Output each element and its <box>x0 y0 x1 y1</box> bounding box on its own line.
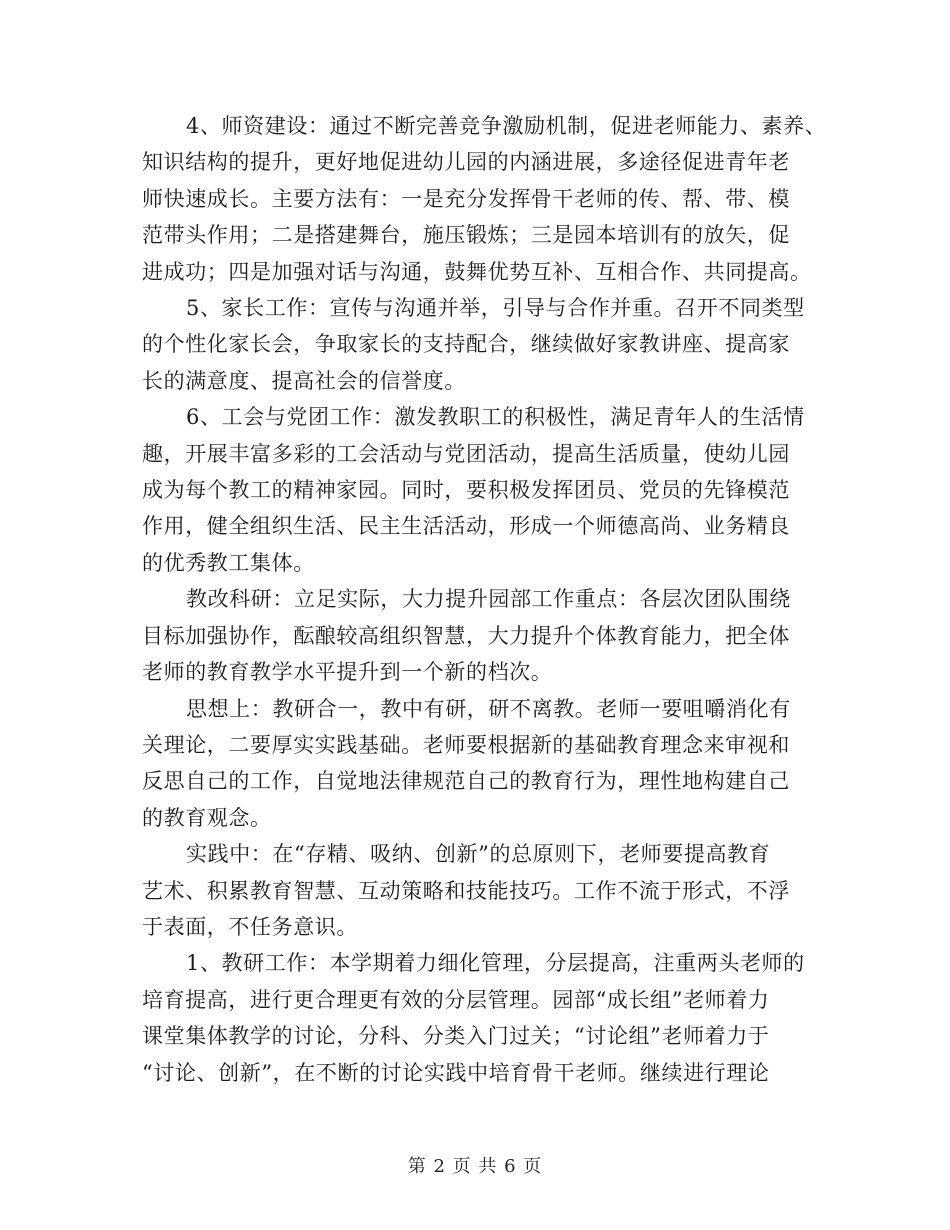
text-line: 师快速成长。主要方法有：一是充分发挥骨干老师的传、帮、带、模 <box>142 186 790 211</box>
text-line: 4、师资建设：通过不断完善竞争激励机制，促进老师能力、素养、 <box>186 114 827 138</box>
text-line: 6、工会与党团工作：激发教职工的积极性，满足青年人的生活情 <box>186 405 805 430</box>
text-line: 知识结构的提升，更好地促进幼儿园的内涵进展，多途径促进青年老 <box>142 150 790 175</box>
paragraph-teacher-development <box>142 108 827 290</box>
text-line: 实践中：在“存精、吸纳、创新”的总原则下，老师要提高教育 <box>186 842 771 867</box>
text-line: 培育提高，进行更合理更有效的分层管理。园部“成长组”老师着力 <box>142 987 770 1012</box>
text-line: 思想上：教研合一，教中有研，研不离教。老师一要咀嚼消化有 <box>186 696 791 721</box>
page-number-footer: 第 2 页 共 6 页 <box>407 1156 543 1177</box>
text-line: 目标加强协作，酝酿较高组织智慧，大力提升个体教育能力，把全体 <box>142 623 790 648</box>
text-line: 范带头作用；二是搭建舞台，施压锻炼；三是园本培训有的放矢，促 <box>142 223 790 248</box>
text-line: 进成功；四是加强对话与沟通，鼓舞优势互补、互相合作、共同提高。 <box>142 259 812 284</box>
text-line: 艺术、积累教育智慧、互动策略和技能技巧。工作不流于形式，不浮 <box>142 878 790 903</box>
text-line: 5、家长工作：宣传与沟通并举，引导与合作并重。召开不同类型 <box>186 296 805 321</box>
paragraph-parent-work <box>142 290 807 399</box>
text-line: 长的满意度、提高社会的信誉度。 <box>142 368 466 393</box>
text-line: 的个性化家长会，争取家长的支持配合，继续做好家教讲座、提高家 <box>142 332 790 357</box>
text-line: 作用，健全组织生活、民主生活活动，形成一个师德高尚、业务精良 <box>142 514 790 539</box>
text-line: 教改科研：立足实际，大力提升园部工作重点：各层次团队围绕 <box>186 587 791 612</box>
text-line: 的教育观念。 <box>142 805 272 830</box>
paragraph-research-work <box>142 945 807 1091</box>
text-line: 关理论，二要厚实实践基础。老师要根据新的基础教育理念来审视和 <box>142 732 790 757</box>
text-line: 1、教研工作：本学期着力细化管理，分层提高，注重两头老师的 <box>186 951 805 976</box>
text-line: 于表面，不任务意识。 <box>142 914 358 939</box>
paragraph-teaching-research <box>142 581 807 690</box>
text-line: 趣，开展丰富多彩的工会活动与党团活动，提高生活质量，使幼儿园 <box>142 441 790 466</box>
text-line: 老师的教育教学水平提升到一个新的档次。 <box>142 660 553 685</box>
paragraph-union-party-work <box>142 399 807 581</box>
text-line: “讨论、创新”，在不断的讨论实践中培育骨干老师。继续进行理论 <box>142 1060 770 1085</box>
text-line: 课堂集体教学的讨论，分科、分类入门过关；“讨论组”老师着力于 <box>142 1024 770 1049</box>
paragraph-practice <box>142 836 807 945</box>
paragraph-ideology <box>142 691 807 837</box>
text-line: 成为每个教工的精神家园。同时，要积极发挥团员、党员的先锋模范 <box>142 478 790 503</box>
document-body <box>142 108 827 1091</box>
text-line: 反思自己的工作，自觉地法律规范自己的教育行为，理性地构建自己 <box>142 769 790 794</box>
text-line: 的优秀教工集体。 <box>142 550 315 575</box>
